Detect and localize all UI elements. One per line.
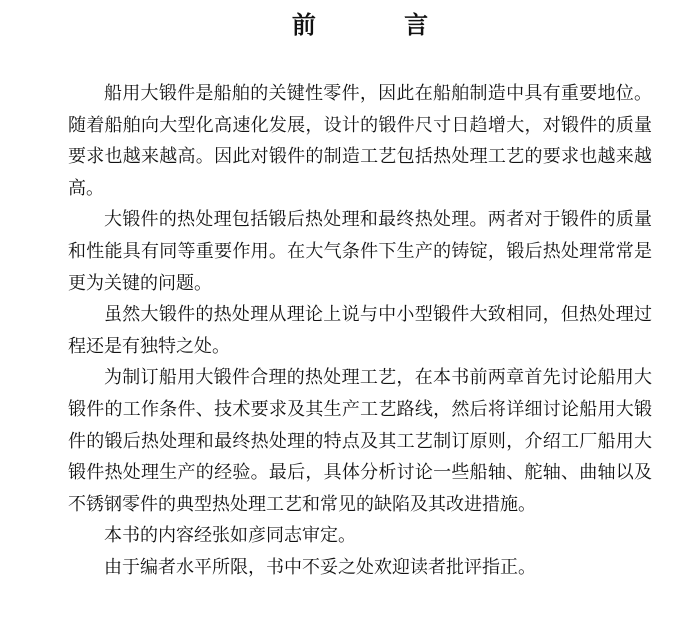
paragraph-2: 大锻件的热处理包括锻后热处理和最终热处理。两者对于锻件的质量和性能具有同等重要作用。在大气条件下生产的铸锭，锻后热处理常常是更为关键的问题。 [68,209,652,294]
paragraph-5: 本书的内容经张如彦同志审定。 [104,525,356,547]
page-title: 前 言 [291,10,469,39]
paragraph-4: 为制订船用大锻件合理的热处理工艺，在本书前两章首先讨论船用大锻件的工作条件、技术要求及其生产工艺路线，然后将详细讨论船用大锻件的锻后热处理和最终热处理的特点及其工艺制订原则，介绍工厂船用大锻件热处理生产的经验。最后，具体分析讨论一些船轴、舵轴、曲轴以及不锈钢零件的典型热处理工艺和常见的缺陷及其改进措施。 [68,367,652,515]
paragraph-6: 由于编者水平所限，书中不妥之处欢迎读者批评指正。 [104,556,536,578]
paragraph-3: 虽然大锻件的热处理从理论上说与中小型锻件大致相同，但热处理过程还是有独特之处。 [68,304,652,357]
paragraph-1: 船用大锻件是船舶的关键性零件，因此在船舶制造中具有重要地位。随着船舶向大型化高速化发展，设计的锻件尺寸日趋增大，对锻件的质量要求也越来越高。因此对锻件的制造工艺包括热处理工艺的要求也越来越高。 [68,83,652,199]
